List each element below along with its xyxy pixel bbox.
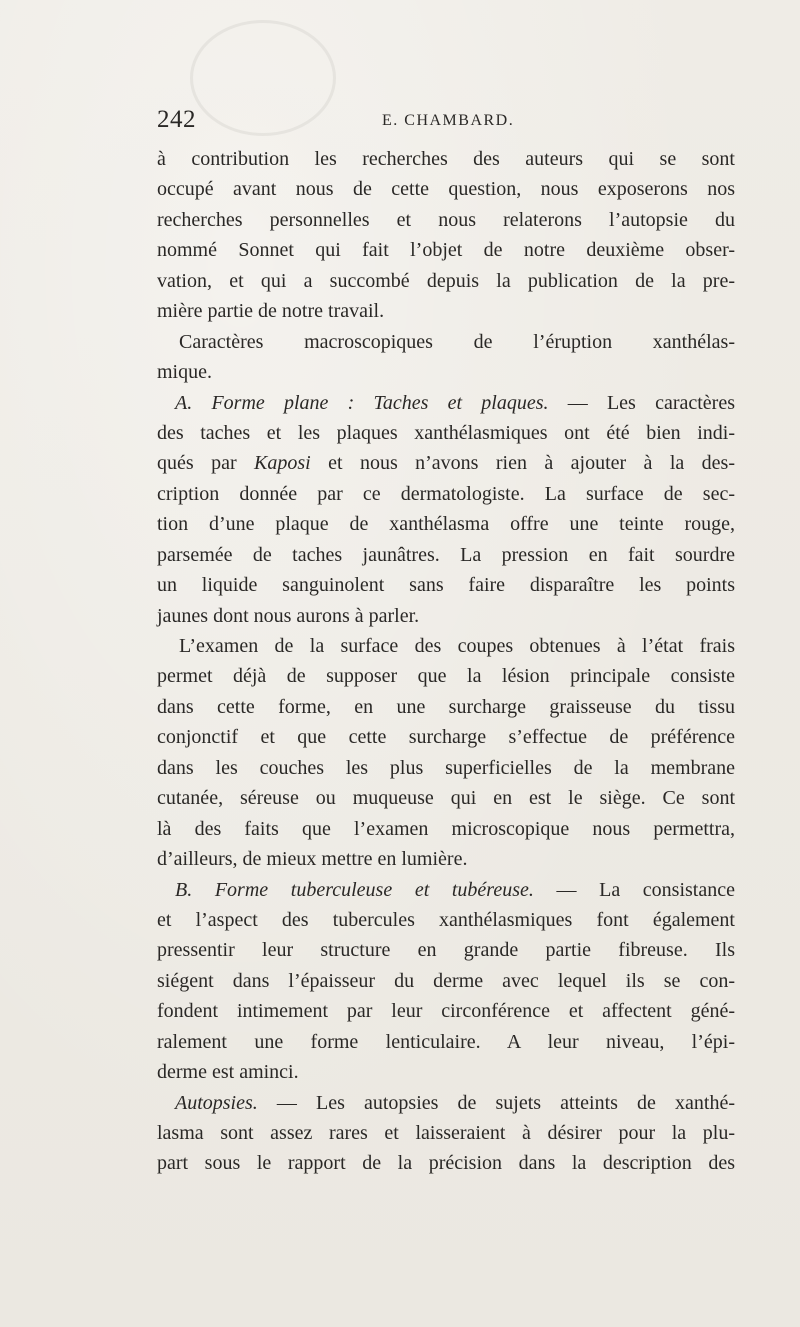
text-line: mière partie de notre travail. — [157, 300, 385, 323]
text-line: jaunes dont nous aurons à parler. — [157, 604, 420, 627]
text-line — [157, 388, 735, 418]
text-line: parsemée de taches jaunâtres. La pression en fait sourdre — [157, 543, 735, 566]
text-line: nommé Sonnet qui fait l’objet de notre deuxième obser- — [157, 239, 735, 262]
text-line: dans les couches les plus superficielles de la membrane — [157, 756, 735, 779]
text-line: permet déjà de supposer que la lésion principale consiste — [157, 665, 735, 688]
text-line — [157, 1088, 735, 1118]
text-line: là des faits que l’examen microscopique nous permettra, — [157, 817, 735, 840]
text-line: vation, et qui a succombé depuis la publication de la pre- — [157, 269, 735, 292]
text-run: — Les autopsies de sujets atteints de xanthé- — [257, 1091, 735, 1114]
section-heading-autopsies: Autopsies. — [175, 1091, 258, 1114]
text-line: occupé avant nous de cette question, nous exposerons nos — [157, 178, 735, 201]
text-line: ralement une forme lenticulaire. A leur niveau, l’épi- — [157, 1030, 735, 1053]
text-line: Caractères macroscopiques de l’éruption xanthélas- — [179, 330, 735, 353]
text-line: lasma sont assez rares et laisseraient à désirer pour la plu- — [157, 1122, 735, 1144]
author-name: Kaposi — [254, 452, 311, 475]
text-line: tion d’une plaque de xanthélasma offre une teinte rouge, — [157, 513, 735, 536]
text-line: d’ailleurs, de mieux mettre en lumière. — [157, 848, 468, 871]
text-line: fondent intimement par leur circonférence et affectent géné- — [157, 1000, 735, 1023]
section-heading-a: A. Forme plane : Taches et plaques. — [175, 391, 549, 414]
text-line — [157, 875, 735, 905]
text-line: mique. — [157, 361, 212, 384]
text-line: cutanée, séreuse ou muqueuse qui en est le siège. Ce sont — [157, 787, 735, 810]
text-line: recherches personnelles et nous relaterons l’autopsie du — [157, 208, 735, 231]
text-line: dans cette forme, en une surcharge graisseuse du tissu — [157, 695, 735, 718]
text-run: — Les caractères — [548, 391, 735, 414]
text-line: à contribution les recherches des auteurs qui se sont — [157, 148, 735, 170]
body-text — [157, 144, 735, 1179]
text-line — [157, 448, 735, 478]
text-line: derme est aminci. — [157, 1061, 299, 1084]
text-line: pressentir leur structure en grande partie fibreuse. Ils — [157, 939, 735, 962]
text-line: L’examen de la surface des coupes obtenues à l’état frais — [179, 635, 735, 657]
page-number: 242 — [157, 106, 196, 133]
text-line: des taches et les plaques xanthélasmiques ont été bien indi- — [157, 421, 735, 444]
page-header — [157, 106, 732, 140]
text-line: siégent dans l’épaisseur du derme avec lequel ils se con- — [157, 969, 735, 992]
text-run: — La consistance — [533, 878, 735, 901]
text-line: et l’aspect des tubercules xanthélasmiques font également — [157, 908, 735, 931]
section-heading-b: B. Forme tuberculeuse et tubéreuse. — [175, 878, 534, 901]
running-head: E. CHAMBARD. — [382, 112, 515, 129]
text-line: conjonctif et que cette surcharge s’effectue de préférence — [157, 726, 735, 749]
text-line: un liquide sanguinolent sans faire disparaître les points — [157, 574, 735, 597]
text-run: qués par — [157, 452, 255, 475]
text-run: et nous n’avons rien à ajouter à la des- — [310, 452, 735, 475]
text-line: part sous le rapport de la précision dans la description des — [157, 1152, 735, 1175]
text-line: cription donnée par ce dermatologiste. La surface de sec- — [157, 482, 735, 505]
